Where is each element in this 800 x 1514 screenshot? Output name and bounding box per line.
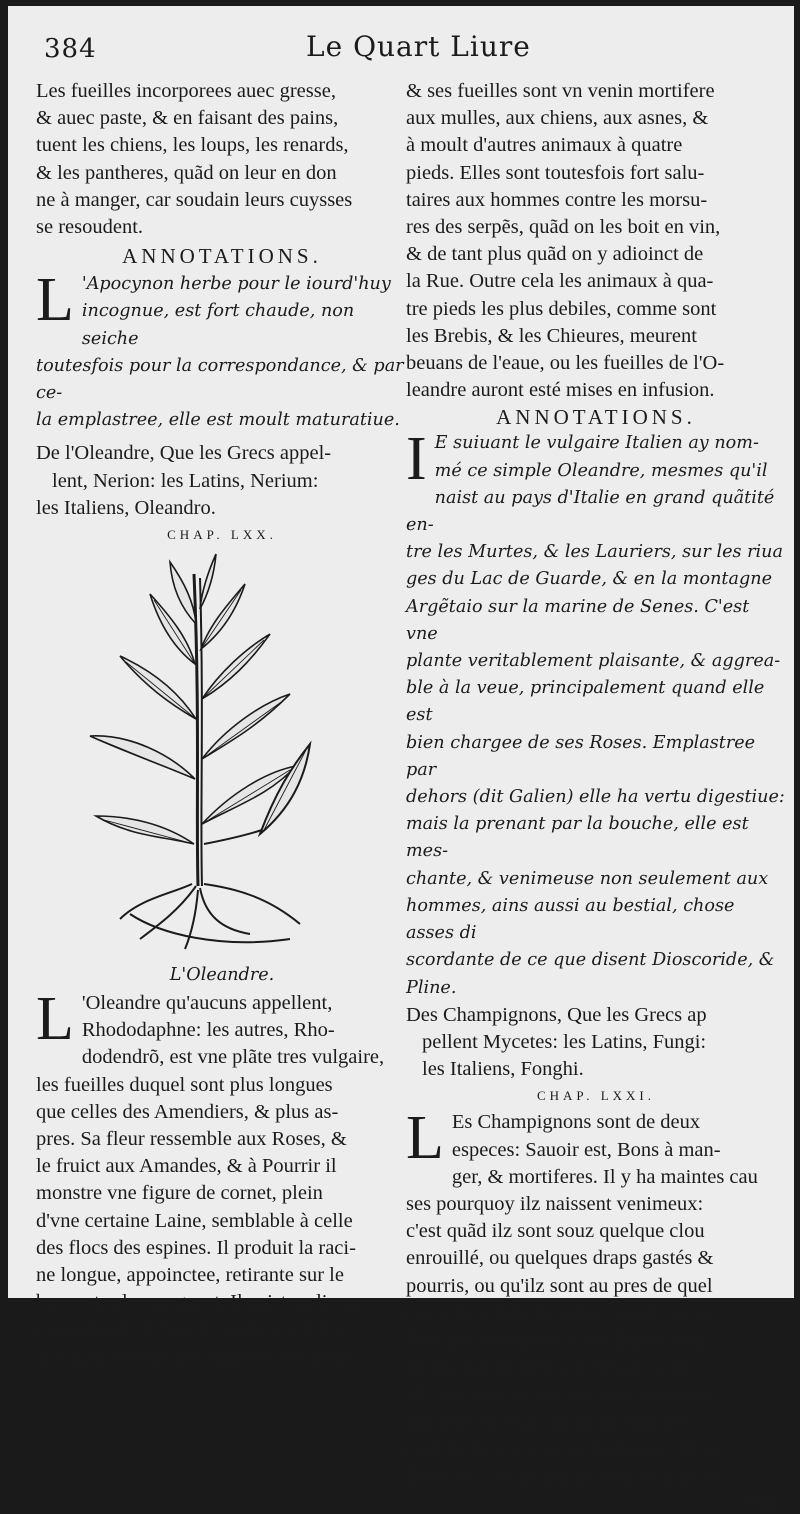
chapter-label: CHAP. LXXI. <box>536 1088 656 1104</box>
figure-caption: L'Oleandre. <box>169 965 275 986</box>
text-line: le fruict aux Amandes, & à Pourrir il <box>36 1155 337 1178</box>
text-line: tels ont sur eux vne certaine viscosité <box>406 1383 713 1406</box>
chapter-title <box>406 1002 786 1084</box>
annotation-line: tre les Murtes, & les Lauriers, sur les riua <box>406 542 783 563</box>
text-line: & de tant plus quãd on y adioinct de <box>406 243 704 266</box>
drop-cap: L <box>36 266 74 335</box>
annotation-line: hommes, ains aussi au bestial, chose asses di <box>406 895 735 944</box>
text-line: mollette, & soudain qu'ilz sont re- <box>406 1410 686 1433</box>
oleander-illustration <box>36 548 408 960</box>
text-line: & ses fueilles sont vn venin mortifere <box>406 80 715 102</box>
text-line: tre pieds les plus debiles, comme sont <box>406 297 717 320</box>
annotation-line: incognue, est fort chaude, non seiche <box>81 301 355 349</box>
text-line: Les fueilles incorporees auec gresse, <box>36 80 336 102</box>
annotation-line: ble à la veue, principalement quand elle est <box>406 678 765 726</box>
left-paragraph-1 <box>36 78 408 241</box>
left-chapter-body <box>36 985 408 1371</box>
page-header <box>8 30 794 74</box>
text-line: dodendrõ, est vne plãte tres vulgaire, <box>81 1046 385 1069</box>
text-line: des flocs des espines. Il produit la raci- <box>36 1236 356 1259</box>
text-line: enrouillé, ou quelques draps gastés & <box>406 1247 714 1270</box>
text-line: pieds. Elles sont toutesfois fort salu- <box>406 161 705 184</box>
text-line: au lõg des bords des riuieres, ses fleurs <box>36 1345 356 1368</box>
text-line: aux mulles, aux chiens, aux asnes, & <box>406 107 709 130</box>
text-line: ne à manger, car soudain leurs cuysses <box>36 188 353 211</box>
right-chapter-body <box>406 1104 786 1490</box>
annotation-line: scordante de ce que disent Dioscoride, & <box>406 950 775 971</box>
text-line: la Rue. Outre cela les animaux à qua- <box>406 270 714 293</box>
text-line: cueillis de terre, ilz se pourrisset, & se <box>406 1437 720 1460</box>
text-line: se resoudent. <box>36 216 144 239</box>
chapter-title-line: pellent Mycetes: les Latins, Fungi: <box>422 1030 707 1053</box>
annotation-line: Pline. <box>406 977 457 998</box>
annotation-line: bien chargee de ses Roses. Emplastree par <box>406 732 756 780</box>
drop-cap: I <box>406 425 427 494</box>
chapter-title-line: Des Champignons, Que les Grecs ap <box>406 1003 707 1026</box>
text-line: especes: Sauoir est, Bons à man- <box>451 1138 721 1161</box>
text-line: ne longue, appoinctee, retirante sur le <box>36 1264 344 1287</box>
text-line: descouuerts au Soleil, sur la marine, et <box>36 1318 353 1341</box>
catchword: sont <box>744 1491 778 1514</box>
book-page <box>8 6 794 1514</box>
oleander-plant-drawing <box>100 554 340 954</box>
text-line: leandre auront esté mises en infusion. <box>406 379 715 402</box>
chapter-label: CHAP. LXX. <box>167 527 277 543</box>
chapter-title-line: lent, Nerion: les Latins, Nerium: <box>52 469 319 492</box>
chapter-title-line: De l'Oleandre, Que les Grecs appel- <box>36 442 332 465</box>
annotations-heading: ANNOTATIONS. <box>122 244 322 269</box>
text-line: Es Champignons sont de deux <box>451 1111 701 1134</box>
page-number: 384 <box>44 34 97 64</box>
text-line: taires aux hommes contre les morsu- <box>406 188 708 211</box>
text-line: Rhododaphne: les autres, Rho- <box>81 1019 335 1042</box>
annotation-line: 'Apocynon herbe pour le iourd'huy <box>81 274 391 295</box>
annotation-line: naist au pays d'Italie en grand quãtité en- <box>406 487 775 536</box>
annotation-line: dehors (dit Galien) elle ha vertu digestiue: <box>406 787 785 808</box>
annotation-line: ges du Lac de Guarde, & en la montagne <box>406 569 772 590</box>
text-line: flestrisset, Ceux qui ne sont venimeux <box>406 1464 720 1487</box>
chapter-title <box>36 440 408 522</box>
running-title: Le Quart Liure <box>306 30 531 63</box>
left-column <box>36 78 408 1368</box>
text-line: ger, & mortiferes. Il y ha maintes cau <box>451 1165 758 1188</box>
annotation-line: Argẽtaio sur la marine de Senes. C'est vne <box>406 596 750 644</box>
right-column <box>406 78 786 1514</box>
text-line: & les pantheres, quãd on leur en don <box>36 161 337 184</box>
text-line: les Brebis, & les Chieures, meurent <box>406 324 697 347</box>
drop-cap: L <box>36 985 74 1054</box>
text-line: que celles des Amendiers, & plus as- <box>36 1100 339 1123</box>
text-line: monstre vne figure de cornet, plein <box>36 1182 323 1205</box>
text-line: bres qui produisent leurs fruicts veni <box>406 1328 707 1351</box>
annotation-line: toutesfois pour la correspondance, & par ce- <box>36 355 404 404</box>
annotation-line: E suiuant le vulgaire Italien ay nom- <box>434 433 759 454</box>
annotation-line: mé ce simple Oleandre, mesmes qu'il <box>434 460 768 481</box>
chapter-title-line: les Italiens, Oleandro. <box>36 496 216 519</box>
annotation-block <box>36 266 408 434</box>
chapter-title-line: les Italiens, Fonghi. <box>422 1058 584 1081</box>
text-line: 'Oleandre qu'aucuns appellent, <box>81 992 333 1015</box>
annotation-line: mais la prenant par la bouche, elle est mes- <box>406 814 749 862</box>
text-line: c'est quãd ilz sont souz quelque clou <box>406 1220 705 1243</box>
text-line: à moult d'autres animaux à quatre <box>406 134 683 157</box>
text-line: pourris, ou qu'ilz sont au pres de quel <box>406 1274 713 1297</box>
text-line: boys, et salee au goust. Il naist en lieux <box>36 1291 358 1314</box>
text-line: res des serpẽs, quãd on les boit en vin, <box>406 216 721 239</box>
annotations-heading: ANNOTATIONS. <box>496 405 696 430</box>
text-line: pres. Sa fleur ressemble aux Roses, & <box>36 1128 347 1151</box>
annotation-line: la emplastree, elle est moult maturatiue. <box>36 410 400 431</box>
text-line: d'vne certaine Laine, semblable à celle <box>36 1209 353 1232</box>
text-line: tuent les chiens, les loups, les renards, <box>36 134 349 157</box>
drop-cap: L <box>406 1104 444 1173</box>
text-line: que cauerne de Serpens, ou sur les ar- <box>406 1301 716 1324</box>
text-line: & auec paste, & en faisant des pains, <box>36 107 339 130</box>
right-paragraph-1 <box>406 78 786 404</box>
annotation-line: plante veritablement plaisante, & aggrea- <box>406 651 781 672</box>
annotation-block <box>406 425 786 1001</box>
annotation-line: chante, & venimeuse non seulement aux <box>406 868 769 889</box>
text-line: ses pourquoy ilz naissent venimeux: <box>406 1192 704 1215</box>
text-line: beuans de l'eaue, ou les fueilles de l'O- <box>406 352 725 375</box>
text-line: les fueilles duquel sont plus longues <box>36 1073 333 1096</box>
text-line: meux, & mortiferes. Ceux qui sont <box>406 1356 692 1379</box>
